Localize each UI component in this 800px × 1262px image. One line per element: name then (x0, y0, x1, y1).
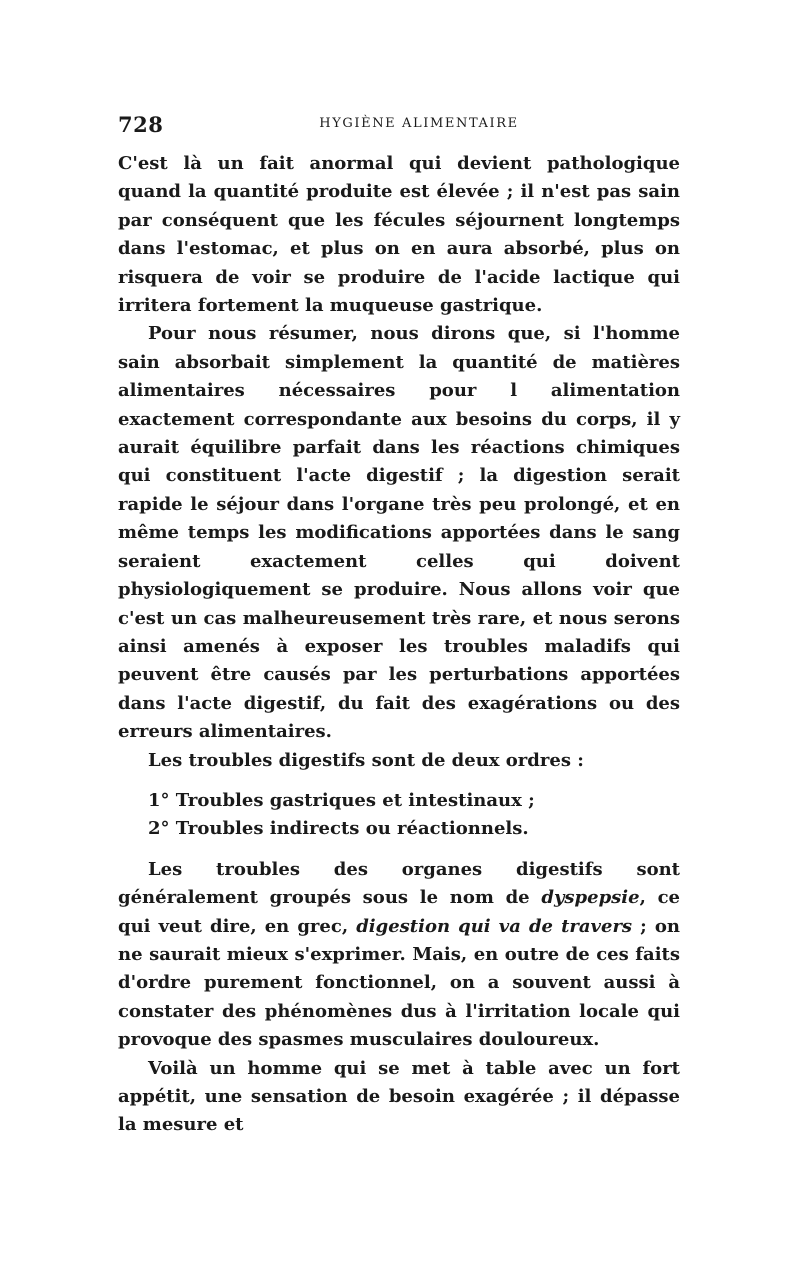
running-head: HYGIÈNE ALIMENTAIRE (319, 116, 519, 131)
paragraph-appetite: Voilà un homme qui se met à table avec un fort appétit, une sensation de besoin exagérée ; il dépasse la mesure et (118, 1057, 680, 1136)
list-item: 2° Troubles indirects ou réactionnels. (148, 818, 529, 840)
italic-term: dyspepsie (541, 887, 640, 909)
paragraph-summary: Pour nous résumer, nous dirons que, si l'homme sain absorbait simplement la quantité de matières alimentaires nécessaires pour l alimentation exactement correspondante aux besoins du corps, il y aurait équilibre parfait dans les réactions chimiques qui constituent l'acte digestif ; la digestion serait rapide le séjour dans l'organe très peu prolongé, et en même temps les modifications apportées dans le sang seraient exactement celles qui doivent physiologiquement se produire. Nous allons voir que c'est un cas malheureusement très rare, et nous serons ainsi amenés à exposer les troubles maladifs qui peuvent être causés par les perturbations apportées dans l'acte digestif, du fait des exagérations ou des erreurs alimentaires. (118, 323, 680, 743)
page-number: 728 (118, 112, 164, 137)
page-body (118, 150, 680, 1140)
list-item: 1° Troubles gastriques et intestinaux ; (148, 789, 535, 811)
paragraph-lactic-acid: C'est là un fait anormal qui devient pathologique quand la quantité produite est élevée ; il n'est pas sain par conséquent que les fécules séjournent longtemps dans l'estomac, et plus on en aura absorbé, plus on risquera de voir se produire de l'acide lactique qui irritera fortement la muqueuse gastrique. (118, 153, 680, 317)
italic-gloss: digestion qui va de travers (356, 915, 633, 937)
text-run: ; on ne saurait mieux s'exprimer. Mais, en outre de ces faits d'ordre purement fonctionnel, on a souvent aussi à constater des phénomènes dus à l'irritation locale qui provoque des spasmes musculaires douloureux. (118, 915, 680, 1051)
page-header (118, 112, 680, 144)
text-run: Les troubles des organes digestifs sont généralement groupés sous le nom de (118, 858, 680, 909)
text-run: , ce qui veut dire, en grec, (118, 887, 680, 937)
paragraph-dyspepsia (118, 856, 680, 1055)
paragraph-two-orders: Les troubles digestifs sont de deux ordres : (148, 749, 584, 771)
